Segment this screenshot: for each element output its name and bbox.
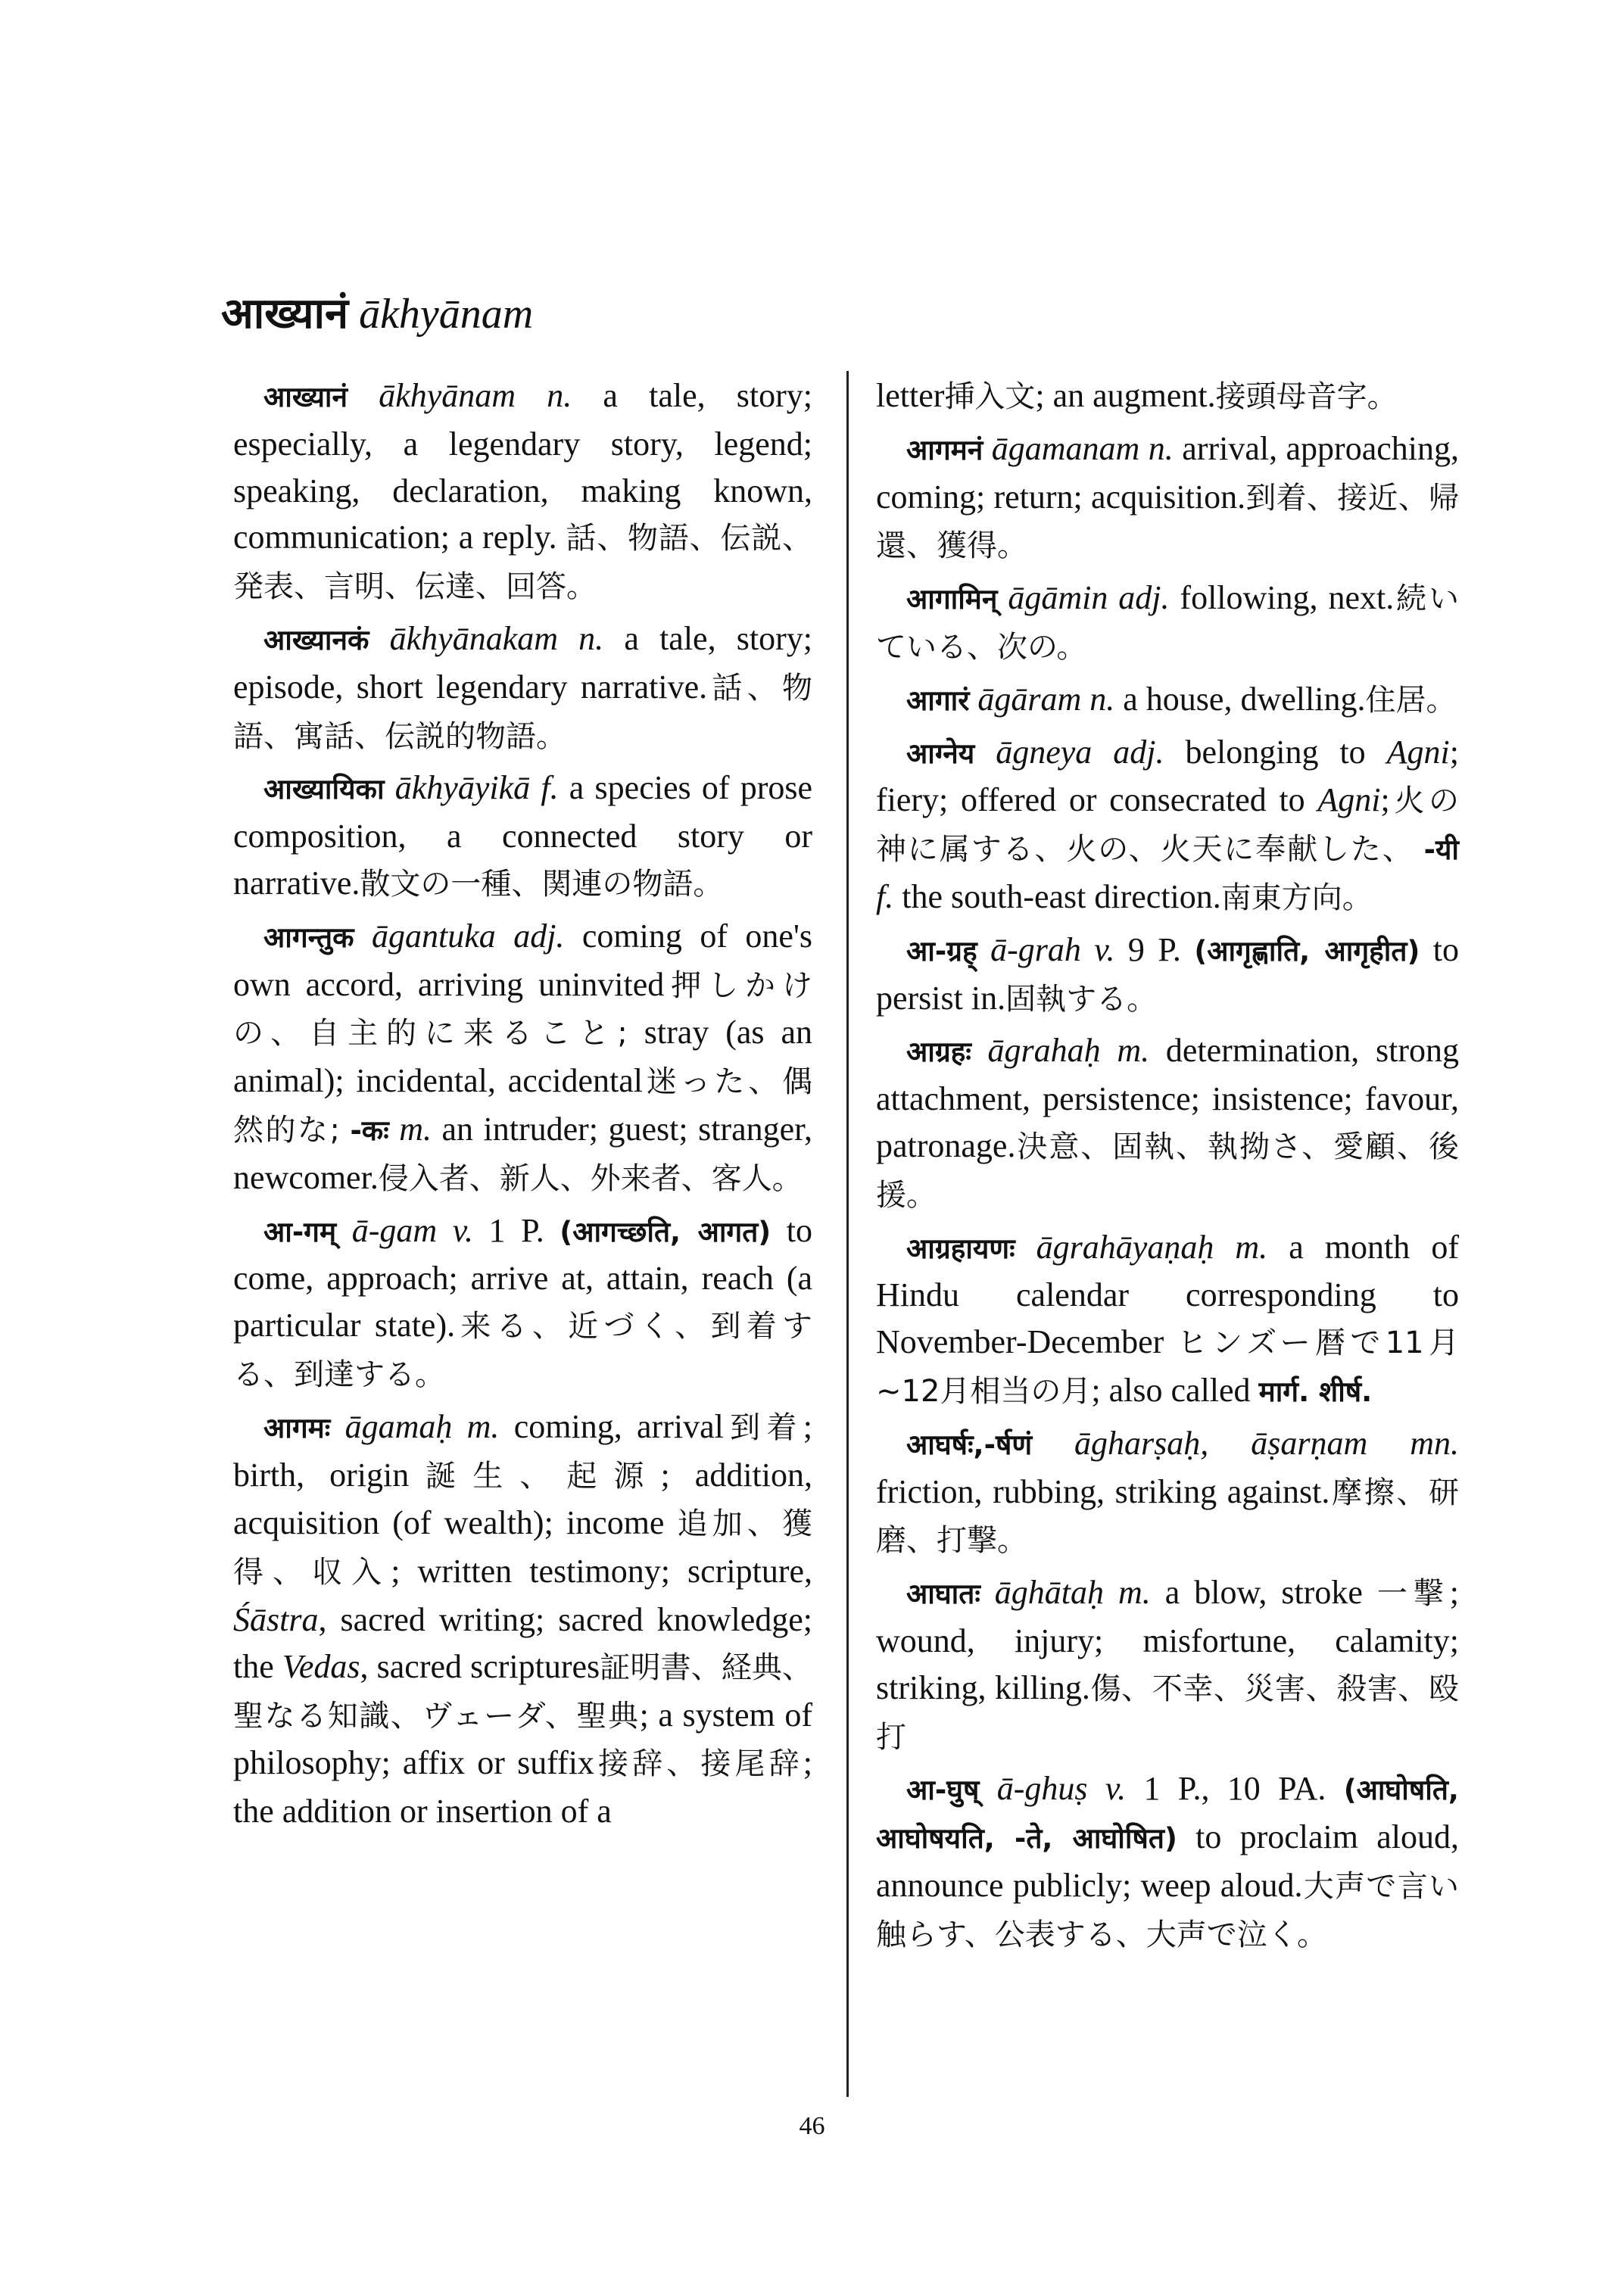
entry-agharsah: आघर्षः,-र्षणं āgharṣaḥ, āṣarṇam mn. friction, rubbing, striking against.摩擦、研磨、打撃。	[876, 1424, 1460, 1559]
right-column	[876, 372, 1459, 1964]
column-divider	[846, 371, 849, 2097]
left-column	[233, 372, 812, 1840]
entry-agantuka: आगन्तुक āgantuka adj. coming of one's own accord, arriving uninvited押しかけの、自主的に来ること; stray (as an animal); incidental, accidental迷った、偶然的な; -कः m. an intruder; guest; stranger, newcomer.侵入者、新人、外来者、客人。	[233, 917, 813, 1196]
entry-a-gam: आ-गम् ā-gam v. 1 P. (आगच्छति, आगत) to come, approach; arrive at, attain, reach (a particular state).来る、近づく、到着する、到達する。	[233, 1211, 813, 1392]
entry-agneya: आग्नेय āgneya adj. belonging to Agni; fiery; offered or consecrated to Agni;火の神に属する、火の、火天に奉献した、 -यी f. the south-east direction.南東方向。	[876, 733, 1460, 915]
entry-agamin: आगामिन् āgāmin adj. following, next.続いている、次の。	[876, 579, 1460, 665]
running-head-roman: ākhyānam	[359, 291, 534, 338]
entry-agrahah: आग्रहः āgrahaḥ m. determination, strong attachment, persistence; insistence; favour, patronage.決意、固執、執拗さ、愛顧、後援。	[876, 1032, 1459, 1213]
entry-agamah-continued: letter挿入文; an augment.接頭母音字。	[876, 377, 1398, 414]
entry-akhyanam: आख्यानं ākhyānam n. a tale, story; especially, a legendary story, legend; speaking, declaration, making known, communication; a reply. 話、物語、伝説、発表、言明、伝達、回答。	[233, 377, 813, 605]
entry-akhyayika: आख्यायिका ākhyāyikā f. a species of prose composition, a connected story or narrative.散文の一種、関連の物語。	[233, 769, 813, 902]
entry-agaram: आगारं āgāram n. a house, dwelling.住居。	[906, 680, 1457, 718]
running-head	[221, 288, 533, 341]
entry-agrahayanah: आग्रहायणः āgrahāyaṇaḥ m. a month of Hindu calendar corresponding to November-December ヒンズー暦で11月~12月相当の月; also called मार्ग. शीर्ष.	[876, 1228, 1459, 1409]
entry-aghatah: आघातः āghātaḥ m. a blow, stroke 一撃; wound, injury; misfortune, calamity; striking, killing.傷、不幸、災害、殺害、殴打	[876, 1574, 1460, 1755]
page-number: 46	[799, 2112, 825, 2140]
entry-a-grah: आ-ग्रह् ā-grah v. 9 P. (आगृह्णाति, आगृहीत) to persist in.固執する。	[876, 930, 1460, 1017]
entry-akhyanakam: आख्यानकं ākhyānakam n. a tale, story; episode, short legendary narrative.話、物語、寓話、伝説的物語。	[233, 619, 812, 754]
entry-agamah: आगमः āgamaḥ m. coming, arrival到着; birth, origin誕生、起源; addition, acquisition (of wealth); income 追加、獲得、収入; written testimony; scripture, Śāstra, sacred writing; sacred knowledge; the Vedas, sacred scriptures証明書、経典、聖なる知識、ヴェーダ、聖典; a system of philosophy; affix or suffix接辞、接尾辞; the addition or insertion of a	[233, 1407, 813, 1830]
entry-agamanam: आगमनं āgamanam n. arrival, approaching, coming; return; acquisition.到着、接近、帰還、獲得。	[876, 429, 1459, 564]
running-head-devanagari: आख्यानं	[221, 289, 349, 338]
entry-a-ghus: आ-घुष् ā-ghuṣ v. 1 P., 10 PA. (आघोषति, आघोषयति, -ते, आघोषित) to proclaim aloud, announce publicly; weep aloud.大声で言い触らす、公表する、大声で泣く。	[876, 1770, 1459, 1952]
